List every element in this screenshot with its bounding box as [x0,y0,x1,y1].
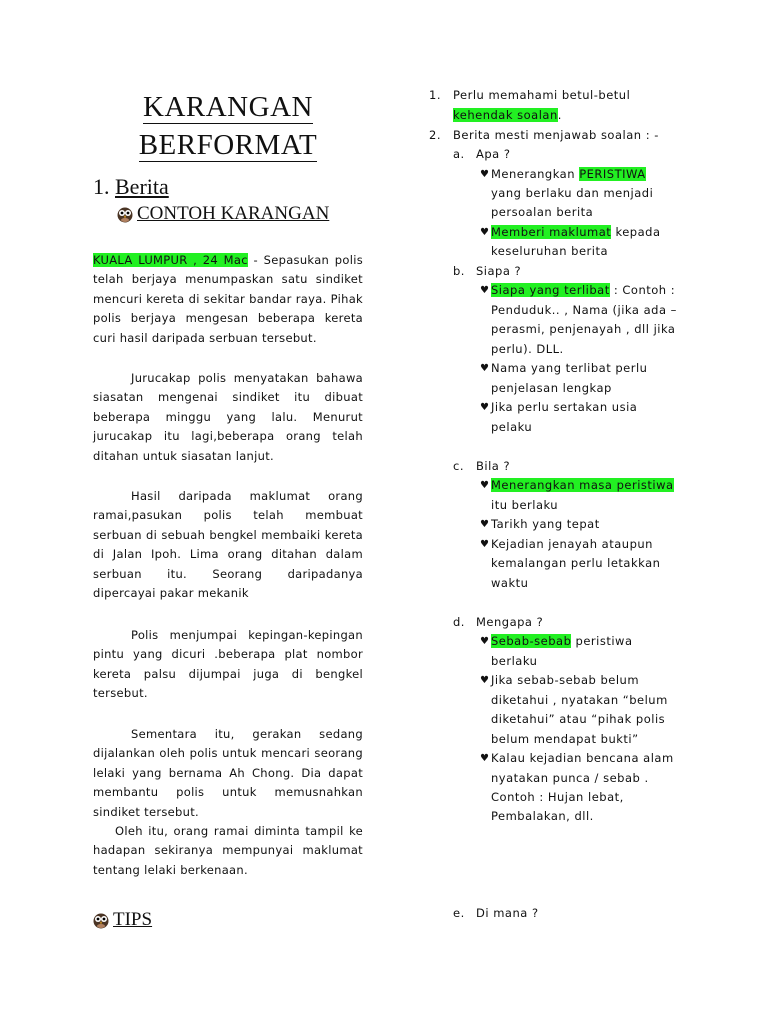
list-number-1: 1. [429,88,441,102]
a1-highlight: PERISTIWA [579,167,646,181]
heart-bullet-icon: ♥ [480,636,490,647]
b2-line-2: penjelasan lengkap [491,381,612,395]
question-b: Siapa ? [476,264,522,278]
sub-label-b: b. [453,264,465,278]
question-d: Mengapa ? [476,615,544,629]
section-heading [93,174,169,200]
heart-bullet-icon: ♥ [480,519,490,530]
question-c: Bila ? [476,459,511,473]
b2-line-1: Nama yang terlibat perlu [491,361,648,375]
dateline-highlight: KUALA LUMPUR , 24 Mac [93,253,248,267]
heart-bullet-icon: ♥ [480,363,490,374]
d1-line-2: berlaku [491,654,538,668]
b3-line-2: pelaku [491,420,533,434]
paragraph-5 [93,725,363,880]
owl-icon [117,205,133,223]
subheading-text: CONTOH KARANGAN [137,203,330,224]
item-1-line-2 [453,106,562,125]
c3-line-2: kemalangan perlu letakkan [491,556,661,570]
a2-line-1 [491,223,661,242]
b1-line-1 [491,281,675,300]
paragraph-4 [93,626,363,704]
section-number: 1. [93,174,110,199]
paragraph-3-text: Hasil daripada maklumat orang ramai,pasukan polis telah membuat serbuan di sebuah bengkel membaiki kereta di Jalan Ipoh. Lima orang ditahan dalam serbuan itu. Seorang daripadanya dipercayai pakar mekanik [93,489,363,601]
d2-line-1: Jika sebab-sebab belum [491,673,640,687]
c2-line-1: Tarikh yang tepat [491,517,600,531]
c1-line-2: itu berlaku [491,498,559,512]
paragraph-5b-text: Oleh itu, orang ramai diminta tampil ke hadapan sekiranya mempunyai maklumat tentang lelaki berkenaan. [93,824,363,877]
heart-bullet-icon: ♥ [480,675,490,686]
b3-line-1: Jika perlu sertakan usia [491,400,638,414]
heart-bullet-icon: ♥ [480,169,490,180]
d3-line-1: Kalau kejadian bencana alam [491,751,674,765]
c3-line-1: Kejadian jenayah ataupun [491,537,653,551]
question-a: Apa ? [476,147,511,161]
item-2-line-1: Berita mesti menjawab soalan : - [453,128,659,142]
paragraph-1 [93,251,363,348]
b1-line-3: perasmi, penjenayah , dll jika [491,322,676,336]
sub-label-d: d. [453,615,465,629]
a1-line-2: yang berlaku dan menjadi [491,186,654,200]
c1-highlight: Menerangkan masa peristiwa [491,478,674,492]
c1-line-1 [491,476,674,495]
sub-label-a: a. [453,147,465,161]
heart-bullet-icon: ♥ [480,227,490,238]
title-line-2: BERFORMAT [138,129,318,161]
heart-bullet-icon: ♥ [480,753,490,764]
heart-bullet-icon: ♥ [480,480,490,491]
d2-line-4: belum mendapat bukti” [491,732,639,746]
paragraph-1-text: - Sepasukan polis telah berjaya menumpaskan satu sindiket mencuri kereta di sekitar bandar raya. Pihak polis berjaya mengesan beberapa kereta curi hasil daripada serbuan tersebut. [93,253,363,345]
c3-line-3: waktu [491,576,529,590]
d2-line-3: diketahui” atau “pihak polis [491,712,666,726]
a2-highlight: Memberi maklumat [491,225,612,239]
owl-icon [93,911,109,929]
item-1-line-1: Perlu memahami betul-betul [453,88,631,102]
sub-label-c: c. [453,459,464,473]
paragraph-2-text: Jurucakap polis menyatakan bahawa siasatan mengenai sindiket itu dibuat beberapa minggu yang lalu. Menurut jurucakap itu lagi,beberapa orang telah ditahan untuk siasatan lanjut. [93,371,363,463]
d3-line-4: Pembalakan, dll. [491,809,594,823]
paragraph-2 [93,369,363,466]
paragraph-5a-text: Sementara itu, gerakan sedang dijalankan oleh polis untuk mencari seorang lelaki yang bernama Ah Chong. Dia dapat membantu polis untuk memusnahkan sindiket tersebut. [93,727,363,819]
d3-line-2: nyatakan punca / sebab . [491,771,649,785]
d3-line-3: Contoh : Hujan lebat, [491,790,624,804]
b1-highlight: Siapa yang terlibat [491,283,610,297]
section-title: Berita [115,174,169,199]
a1-line-3: persoalan berita [491,205,594,219]
d1-rest: peristiwa [571,634,633,648]
b1-line-2: Penduduk.. , Nama (jika ada – [491,303,677,317]
a2-line-2: keseluruhan berita [491,244,609,258]
d2-line-2: diketahui , nyatakan “belum [491,693,668,707]
a2-rest: kepada [611,225,661,239]
subheading [117,203,329,225]
a1-line-1 [491,165,646,184]
heart-bullet-icon: ♥ [480,539,490,550]
d1-line-1 [491,632,633,651]
sub-label-e: e. [453,906,465,920]
question-e: Di mana ? [476,906,539,920]
a1-pre: Menerangkan [491,167,580,181]
list-number-2: 2. [429,128,441,142]
heart-bullet-icon: ♥ [480,285,490,296]
b1-rest: : Contoh : [609,283,676,297]
paragraph-3 [93,487,363,603]
item-1-end: . [557,108,562,122]
page-title [93,88,363,164]
paragraph-4-text: Polis menjumpai kepingan-kepingan pintu yang dicuri .beberapa plat nombor kereta palsu dijumpai juga di bengkel tersebut. [93,628,363,701]
item-1-highlight: kehendak soalan [453,108,558,122]
d1-highlight: Sebab-sebab [491,634,572,648]
b1-line-4: perlu). DLL. [491,342,564,356]
tips-heading [93,909,152,931]
heart-bullet-icon: ♥ [480,402,490,413]
title-line-1: KARANGAN [143,91,313,123]
tips-text: TIPS [113,909,153,930]
